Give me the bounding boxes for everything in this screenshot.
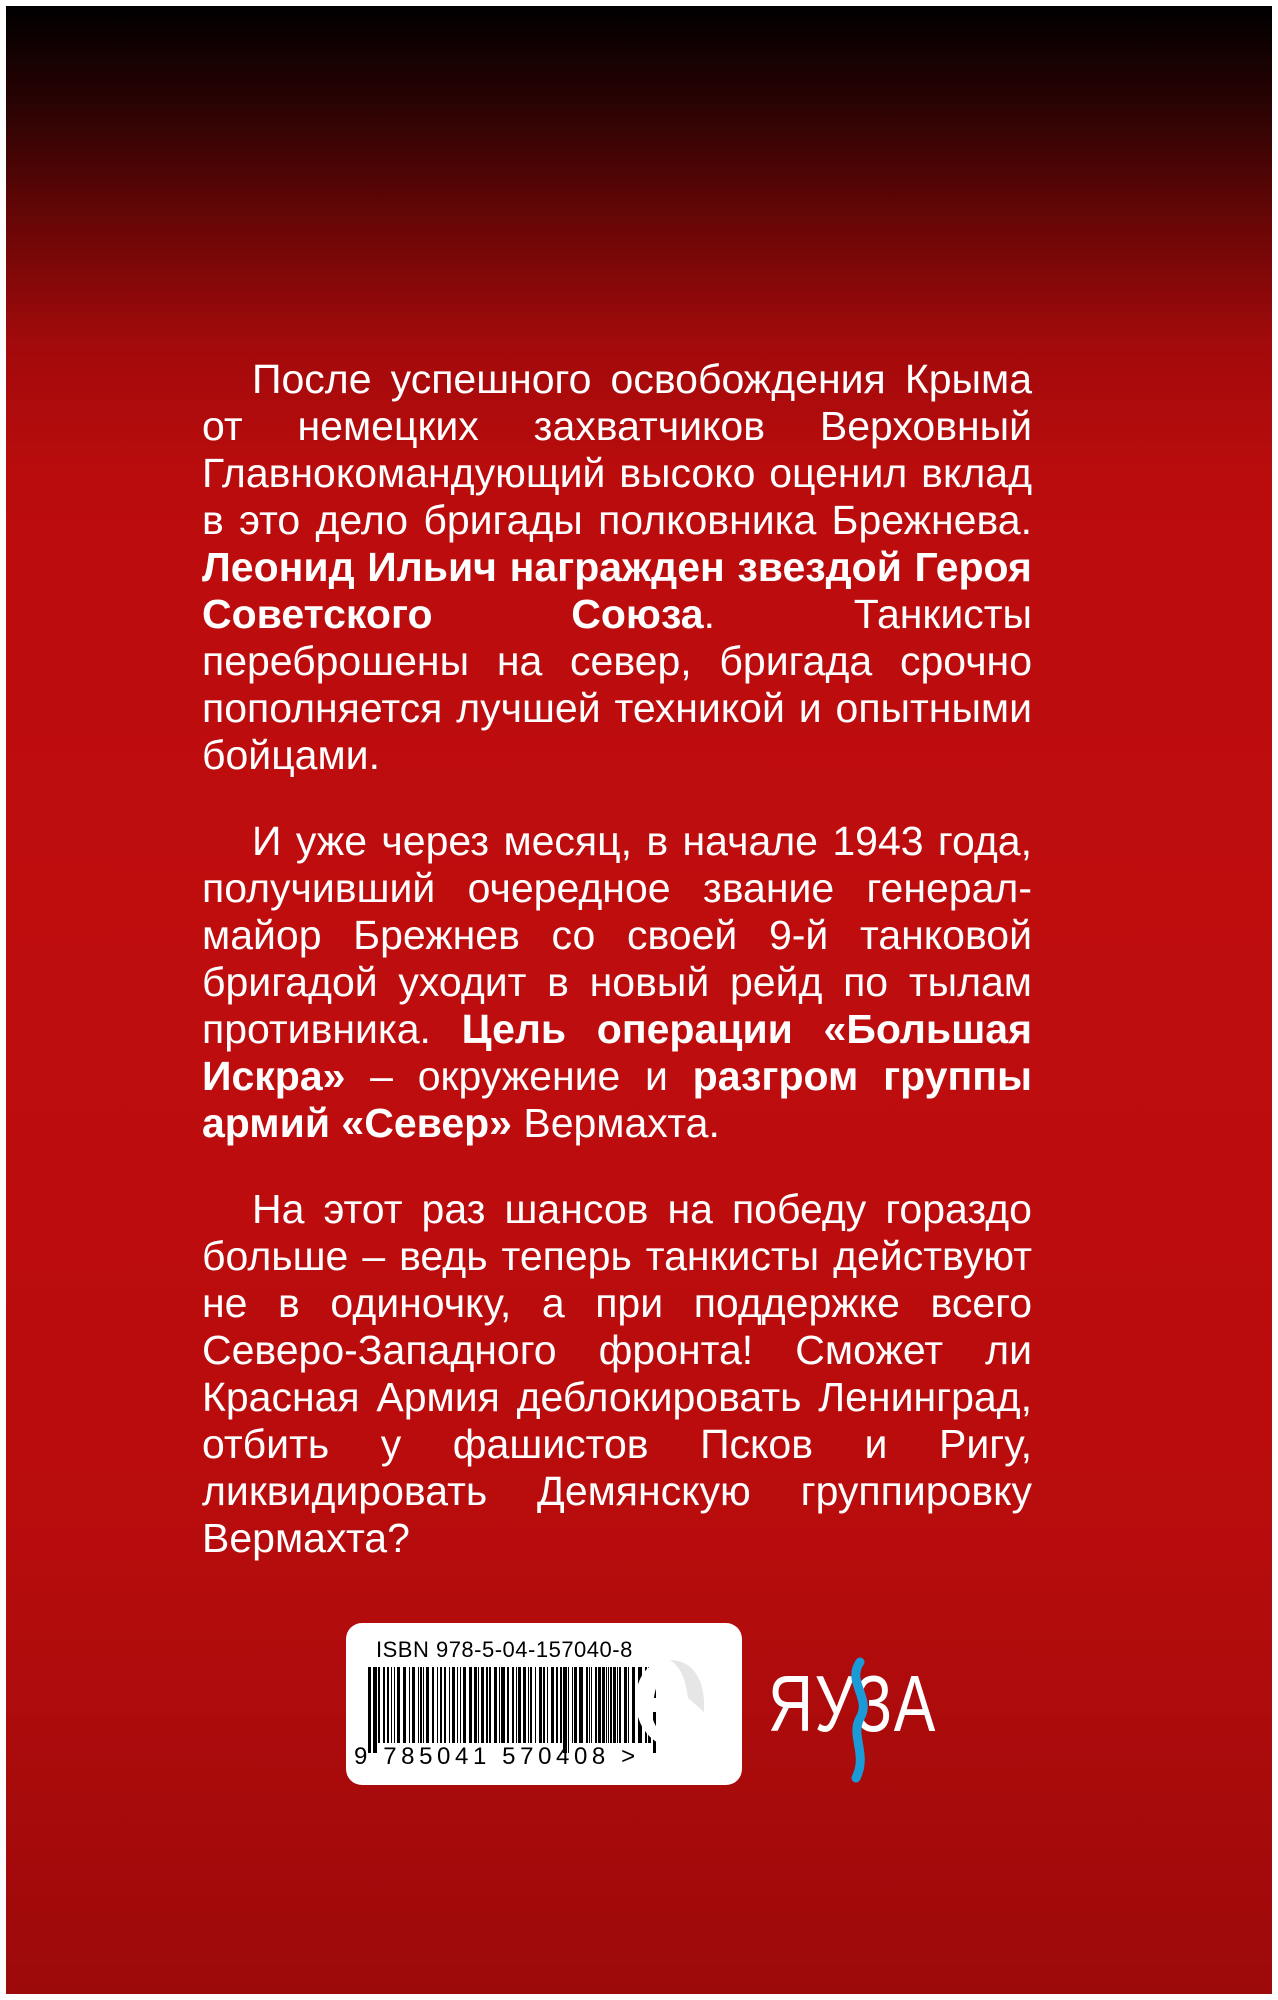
publisher-name: ЯУЗА [768,1659,937,1748]
blurb-paragraph-1: После успешного освобождения Крыма от немецких захватчиков Верховный Главнокомандующий высоко оценил вклад в это дело бригады полковника Брежнева. Леонид Ильич награжден звездой Героя Советского Союза. Танкисты переброшены на север, бригада срочно пополняется лучшей техникой и опытными бойцами. [202,356,1032,778]
back-cover [6,6,1272,1994]
blurb-paragraph-3: На этот раз шансов на победу гораздо больше – ведь теперь танкисты действуют не в одиночку, а при поддержке всего Северо-Западного фронта! Сможет ли Красная Армия деблокировать Ленинград, отбить у фашистов Псков и Ригу, ликвидировать Демянскую группировку Вермахта? [202,1186,1032,1561]
barcode-icon [364,1667,664,1753]
barcode-digits: 9 785041 570408 > [354,1743,640,1770]
blurb-highlight: разгром группы армий «Север» [202,1053,1033,1146]
blurb-paragraph-2: И уже через месяц, в начале 1943 года, получивший очередное звание генерал-майор Брежнев со своей 9-й танковой бригадой уходит в новый рейд по тылам противника. Цель операции «Большая Искра» – окружение и разгром группы армий «Север» Вермахта. [202,818,1033,1146]
blurb-text [202,356,1032,1601]
isbn-number: ISBN 978-5-04-157040-8 [376,1637,633,1662]
eksmo-e-logo-icon [630,1654,710,1754]
blurb-highlight: Цель операции «Большая Искра» [202,1006,1032,1099]
river-wave-icon [768,1654,938,1784]
publisher-logo [768,1654,938,1784]
blurb-highlight: Леонид Ильич награжден звездой Героя Советского Союза [202,544,1032,637]
